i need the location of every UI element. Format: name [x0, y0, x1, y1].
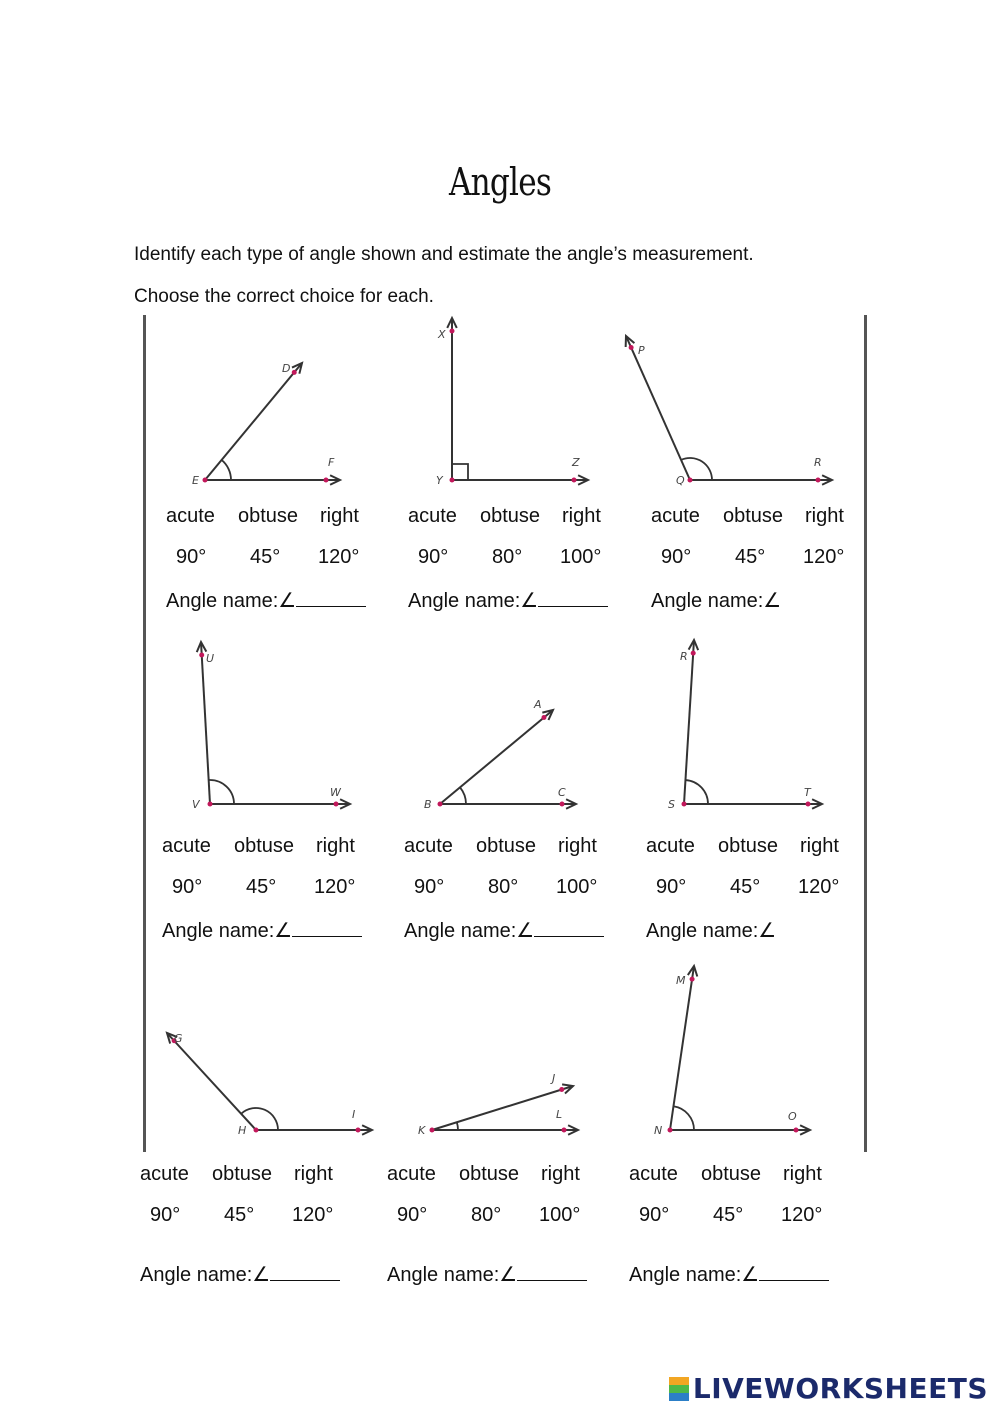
choice-measure[interactable]: 90° — [656, 876, 687, 898]
choice-measure[interactable]: 90° — [661, 546, 692, 568]
choice-right[interactable]: right — [800, 835, 839, 857]
point-label: T — [804, 786, 811, 799]
point-dot — [292, 370, 297, 375]
ray-angled — [205, 363, 302, 480]
point-dot — [806, 802, 811, 807]
point-label: U — [206, 652, 215, 665]
point-label: E — [192, 474, 199, 487]
angle-name-label: Angle name:∠ — [404, 920, 535, 942]
angle-name-label: Angle name:∠ — [162, 920, 293, 942]
choice-measure[interactable]: 100° — [560, 546, 602, 568]
choice-obtuse[interactable]: obtuse — [480, 505, 541, 527]
choice-measure[interactable]: 120° — [798, 876, 840, 898]
choice-measure[interactable]: 90° — [639, 1204, 670, 1226]
point-label: F — [328, 456, 335, 469]
point-label: K — [418, 1124, 426, 1137]
choice-measure[interactable]: 90° — [172, 876, 203, 898]
logo-text: LIVEWORKSHEETS — [692, 1372, 988, 1405]
angle-arc — [209, 780, 234, 804]
angle-name-label: Angle name:∠ — [140, 1264, 271, 1286]
point-label: J — [552, 1072, 556, 1085]
point-dot — [450, 328, 455, 333]
point-label: Y — [436, 474, 443, 487]
choice-right[interactable]: right — [294, 1163, 333, 1185]
point-dot — [794, 1128, 799, 1133]
point-dot — [559, 1087, 564, 1092]
point-label: H — [238, 1124, 247, 1137]
choice-measure[interactable]: 80° — [492, 546, 523, 568]
choice-obtuse[interactable]: obtuse — [238, 505, 299, 527]
point-label: W — [330, 786, 341, 799]
choice-measure[interactable]: 90° — [150, 1204, 181, 1226]
page-title: Angles — [448, 160, 551, 204]
choice-acute[interactable]: acute — [408, 505, 457, 527]
angle-name-label: Angle name:∠ — [166, 590, 297, 612]
point-label: R — [814, 456, 822, 469]
point-dot — [816, 478, 821, 483]
point-dot — [541, 715, 546, 720]
choice-measure[interactable]: 45° — [735, 546, 766, 568]
choice-measure[interactable]: 120° — [292, 1204, 334, 1226]
choice-measure[interactable]: 120° — [803, 546, 845, 568]
angle-name-label: Angle name:∠ — [651, 590, 782, 612]
point-dot — [688, 478, 693, 483]
choice-measure[interactable]: 100° — [556, 876, 598, 898]
choice-right[interactable]: right — [783, 1163, 822, 1185]
point-dot — [450, 478, 455, 483]
choice-acute[interactable]: acute — [162, 835, 211, 857]
choice-acute[interactable]: acute — [651, 505, 700, 527]
point-dot — [629, 345, 634, 350]
point-dot — [334, 802, 339, 807]
point-label: O — [788, 1110, 797, 1123]
choice-right[interactable]: right — [558, 835, 597, 857]
angle-arc — [222, 460, 231, 480]
point-label: V — [192, 798, 200, 811]
instruction-line-1: Identify each type of angle shown and estimate the angle’s measurement. — [134, 244, 754, 265]
point-dot — [356, 1128, 361, 1133]
choice-right[interactable]: right — [320, 505, 359, 527]
point-label: P — [638, 344, 645, 357]
right-angle-marker — [452, 464, 468, 480]
ray-angled — [626, 336, 690, 480]
choice-acute[interactable]: acute — [404, 835, 453, 857]
point-label: N — [654, 1124, 663, 1137]
angle-name-label: Angle name:∠ — [408, 590, 539, 612]
point-dot — [668, 1128, 673, 1133]
point-label: X — [438, 328, 446, 341]
point-label: L — [556, 1108, 563, 1121]
point-dot — [203, 478, 208, 483]
point-dot — [199, 652, 204, 657]
choice-right[interactable]: right — [805, 505, 844, 527]
point-label: R — [680, 650, 688, 663]
ray-angled — [167, 1033, 256, 1130]
point-dot — [324, 478, 329, 483]
choice-obtuse[interactable]: obtuse — [212, 1163, 273, 1185]
choice-right[interactable]: right — [541, 1163, 580, 1185]
choice-acute[interactable]: acute — [387, 1163, 436, 1185]
choice-measure[interactable]: 80° — [471, 1204, 502, 1226]
point-dot — [572, 478, 577, 483]
point-label: S — [668, 798, 675, 811]
point-label: Q — [676, 474, 685, 487]
choice-measure[interactable]: 90° — [418, 546, 449, 568]
point-label: I — [352, 1108, 356, 1121]
ray-angled — [432, 1086, 573, 1130]
point-dot — [682, 802, 687, 807]
point-dot — [691, 651, 696, 656]
choice-measure[interactable]: 100° — [539, 1204, 581, 1226]
choice-obtuse[interactable]: obtuse — [718, 835, 779, 857]
choice-measure[interactable]: 45° — [713, 1204, 744, 1226]
choice-measure[interactable]: 90° — [414, 876, 445, 898]
ray-angled — [201, 642, 210, 804]
point-dot — [438, 802, 443, 807]
angle-arc — [457, 1122, 458, 1130]
choice-obtuse[interactable]: obtuse — [476, 835, 537, 857]
angle-name-label: Angle name:∠ — [629, 1264, 760, 1286]
point-label: A — [534, 698, 542, 711]
point-dot — [430, 1128, 435, 1133]
angle-arc — [685, 780, 708, 804]
angle-arc — [673, 1106, 694, 1130]
ray-angled — [440, 710, 553, 804]
point-dot — [560, 802, 565, 807]
point-label: B — [424, 798, 432, 811]
choice-measure[interactable]: 45° — [250, 546, 281, 568]
point-dot — [254, 1128, 259, 1133]
angle-arc — [460, 787, 466, 804]
choice-acute[interactable]: acute — [166, 505, 215, 527]
choice-acute[interactable]: acute — [646, 835, 695, 857]
choice-acute[interactable]: acute — [140, 1163, 189, 1185]
choice-acute[interactable]: acute — [629, 1163, 678, 1185]
choice-right[interactable]: right — [316, 835, 355, 857]
point-dot — [562, 1128, 567, 1133]
choice-measure[interactable]: 120° — [314, 876, 356, 898]
point-label: G — [174, 1032, 183, 1045]
choice-measure[interactable]: 90° — [176, 546, 207, 568]
choice-measure[interactable]: 120° — [781, 1204, 823, 1226]
choice-measure[interactable]: 45° — [224, 1204, 255, 1226]
point-dot — [208, 802, 213, 807]
angle-name-label: Angle name:∠ — [646, 920, 777, 942]
choice-obtuse[interactable]: obtuse — [701, 1163, 762, 1185]
choice-measure[interactable]: 45° — [730, 876, 761, 898]
choice-measure[interactable]: 80° — [488, 876, 519, 898]
angle-name-label: Angle name:∠ — [387, 1264, 518, 1286]
choice-obtuse[interactable]: obtuse — [234, 835, 295, 857]
instruction-line-2: Choose the correct choice for each. — [134, 286, 434, 307]
choice-obtuse[interactable]: obtuse — [459, 1163, 520, 1185]
choice-obtuse[interactable]: obtuse — [723, 505, 784, 527]
point-label: M — [676, 974, 686, 987]
point-label: D — [282, 362, 291, 375]
choice-measure[interactable]: 45° — [246, 876, 277, 898]
choice-measure[interactable]: 120° — [318, 546, 360, 568]
point-label: Z — [572, 456, 580, 469]
point-dot — [690, 977, 695, 982]
choice-measure[interactable]: 90° — [397, 1204, 428, 1226]
choice-right[interactable]: right — [562, 505, 601, 527]
point-label: C — [558, 786, 566, 799]
